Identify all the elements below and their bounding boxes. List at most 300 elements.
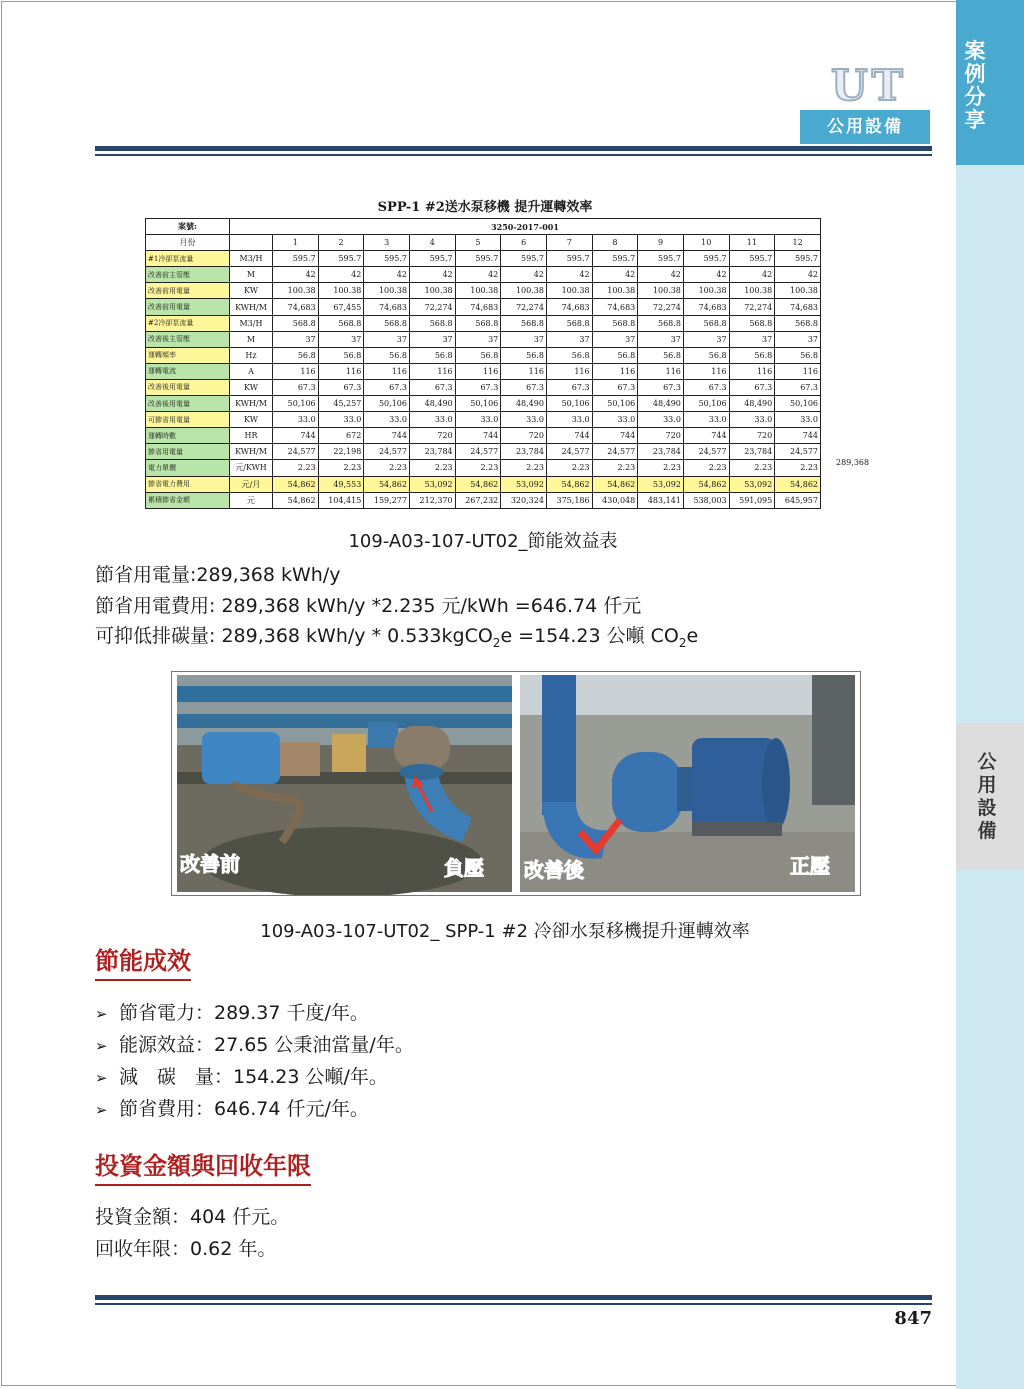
table-cell: 375,186	[546, 492, 592, 508]
table-cell: 37	[364, 331, 410, 347]
table-cell: 116	[592, 363, 638, 379]
table-cell: 67.3	[455, 379, 501, 395]
result-item-text: 能源效益：27.65 公秉油當量/年。	[119, 1034, 414, 1056]
table-cell: 56.8	[364, 347, 410, 363]
table-cell: 42	[683, 267, 729, 283]
saved-kwh-line: 節省用電量:289,368 kWh/y	[95, 564, 341, 586]
bullet-arrow-icon: ➢	[95, 1069, 108, 1087]
row-unit: KW	[230, 379, 273, 395]
month-header-cell: 1	[273, 235, 319, 251]
row-unit: HR	[230, 428, 273, 444]
row-label: 運轉電流	[146, 363, 230, 379]
table-cell: 159,277	[364, 492, 410, 508]
row-label: 節省電力費用	[146, 476, 230, 492]
table-cell: 568.8	[273, 315, 319, 331]
table-cell: 24,577	[546, 444, 592, 460]
row-unit: A	[230, 363, 273, 379]
table-cell: 568.8	[775, 315, 821, 331]
month-header-cell: 4	[409, 235, 455, 251]
table-cell: 33.0	[729, 412, 775, 428]
table-cell: 37	[409, 331, 455, 347]
table-cell: 48,490	[409, 396, 455, 412]
table-row	[146, 428, 821, 444]
table-cell: 50,106	[273, 396, 319, 412]
table-cell: 116	[546, 363, 592, 379]
table-cell: 50,106	[546, 396, 592, 412]
table-cell: 50,106	[364, 396, 410, 412]
table-cell: 595.7	[683, 251, 729, 267]
table-cell: 42	[501, 267, 547, 283]
table-cell: 116	[409, 363, 455, 379]
row-label: 改善前用電量	[146, 283, 230, 299]
carbon-reduction-line	[95, 623, 698, 656]
table-cell: 2.23	[729, 460, 775, 476]
bullet-arrow-icon: ➢	[95, 1101, 108, 1119]
table-cell: 2.23	[592, 460, 638, 476]
table-cell: 33.0	[501, 412, 547, 428]
row-unit: KWH/M	[230, 299, 273, 315]
row-unit: 元/KWH	[230, 460, 273, 476]
table-row	[146, 476, 821, 492]
table-cell: 56.8	[638, 347, 684, 363]
subscript-2: 2	[492, 635, 501, 650]
table-cell: 74,683	[546, 299, 592, 315]
table-cell: 2.23	[273, 460, 319, 476]
table-cell: 23,784	[501, 444, 547, 460]
table-cell: 67,455	[318, 299, 364, 315]
table-cell: 74,683	[592, 299, 638, 315]
table-cell: 645,957	[775, 492, 821, 508]
table-cell: 67.3	[638, 379, 684, 395]
table-cell: 56.8	[409, 347, 455, 363]
table-cell: 74,683	[273, 299, 319, 315]
table-cell: 67.3	[318, 379, 364, 395]
month-header-cell: 11	[729, 235, 775, 251]
header-rule	[95, 146, 932, 151]
table-cell: 595.7	[273, 251, 319, 267]
table-cell: 483,141	[638, 492, 684, 508]
payback-period: 回收年限：0.62 年。	[95, 1238, 277, 1260]
table-cell: 33.0	[775, 412, 821, 428]
footer-rule	[95, 1295, 932, 1300]
table-cell: 100.38	[409, 283, 455, 299]
table-cell: 48,490	[729, 396, 775, 412]
table-cell: 33.0	[318, 412, 364, 428]
table-cell: 2.23	[409, 460, 455, 476]
table-cell: 56.8	[775, 347, 821, 363]
footer-rule-thin	[95, 1303, 932, 1305]
table-cell: 74,683	[683, 299, 729, 315]
side-tab-utilities-label: 公用設備	[977, 751, 997, 842]
table-cell: 74,683	[455, 299, 501, 315]
table-cell: 37	[318, 331, 364, 347]
carbon-line-part3: e	[686, 625, 699, 647]
table-cell: 23,784	[729, 444, 775, 460]
row-label: 改善前主管壓	[146, 267, 230, 283]
table-cell: 72,274	[729, 299, 775, 315]
table-cell: 116	[455, 363, 501, 379]
row-label: 節省用電量	[146, 444, 230, 460]
table-cell: 42	[592, 267, 638, 283]
month-header-cell: 10	[683, 235, 729, 251]
table-cell: 54,862	[546, 476, 592, 492]
table-cell: 42	[318, 267, 364, 283]
month-label: 月份	[146, 235, 230, 251]
carbon-line-part1: 可抑低排碳量: 289,368 kWh/y * 0.533kgCO	[95, 625, 493, 647]
after-label: 改善後	[524, 858, 584, 882]
row-label: 累積節省金額	[146, 492, 230, 508]
row-unit: KWH/M	[230, 444, 273, 460]
table-cell: 100.38	[775, 283, 821, 299]
table-cell: 50,106	[775, 396, 821, 412]
table-cell: 33.0	[273, 412, 319, 428]
table-cell: 74,683	[775, 299, 821, 315]
investment-amount: 投資金額：404 仟元。	[95, 1206, 290, 1228]
table-cell: 430,048	[592, 492, 638, 508]
table-cell: 568.8	[546, 315, 592, 331]
table-cell: 104,415	[318, 492, 364, 508]
table-row	[146, 251, 821, 267]
annual-total: 289,368	[836, 458, 870, 467]
pump-photos	[172, 672, 860, 895]
table-cell: 568.8	[318, 315, 364, 331]
result-item-text: 節省電力：289.37 千度/年。	[119, 1002, 369, 1024]
row-unit: KW	[230, 412, 273, 428]
month-header-cell: 2	[318, 235, 364, 251]
table-cell: 22,198	[318, 444, 364, 460]
table-row	[146, 331, 821, 347]
table-cell: 568.8	[409, 315, 455, 331]
table-case-row	[146, 219, 821, 235]
table-cell: 54,862	[364, 476, 410, 492]
table-cell: 568.8	[592, 315, 638, 331]
table-cell: 33.0	[592, 412, 638, 428]
row-unit: M	[230, 331, 273, 347]
table-cell: 42	[638, 267, 684, 283]
table-cell: 24,577	[683, 444, 729, 460]
table-cell: 33.0	[455, 412, 501, 428]
table-cell: 42	[273, 267, 319, 283]
table-cell: 56.8	[729, 347, 775, 363]
table-cell: 2.23	[638, 460, 684, 476]
table-cell: 24,577	[273, 444, 319, 460]
table-cell: 42	[455, 267, 501, 283]
month-header-cell: 9	[638, 235, 684, 251]
page-number: 847	[894, 1308, 932, 1329]
row-unit: 元	[230, 492, 273, 508]
table-cell: 37	[546, 331, 592, 347]
table-row	[146, 460, 821, 476]
table-cell: 56.8	[273, 347, 319, 363]
table-cell: 56.8	[592, 347, 638, 363]
table-cell: 744	[455, 428, 501, 444]
table-cell: 67.3	[683, 379, 729, 395]
table-cell: 53,092	[638, 476, 684, 492]
table-cell: 37	[455, 331, 501, 347]
table-cell: 720	[638, 428, 684, 444]
table-cell: 54,862	[775, 476, 821, 492]
table-cell: 744	[592, 428, 638, 444]
table-caption: 109-A03-107-UT02_節能效益表	[348, 531, 618, 552]
table-cell: 672	[318, 428, 364, 444]
table-month-row	[146, 235, 821, 251]
row-unit: Hz	[230, 347, 273, 363]
table-cell: 2.23	[455, 460, 501, 476]
table-cell: 53,092	[409, 476, 455, 492]
table-cell: 72,274	[638, 299, 684, 315]
table-cell: 2.23	[318, 460, 364, 476]
table-cell: 42	[729, 267, 775, 283]
table-row	[146, 315, 821, 331]
table-cell: 595.7	[546, 251, 592, 267]
table-cell: 595.7	[729, 251, 775, 267]
table-row	[146, 267, 821, 283]
row-label: 電力單價	[146, 460, 230, 476]
row-unit: M3/H	[230, 315, 273, 331]
table-cell: 2.23	[683, 460, 729, 476]
month-header-cell: 6	[501, 235, 547, 251]
table-cell: 33.0	[409, 412, 455, 428]
row-unit: KW	[230, 283, 273, 299]
table-cell: 100.38	[364, 283, 410, 299]
table-cell: 50,106	[592, 396, 638, 412]
row-label: 運轉頻率	[146, 347, 230, 363]
table-row	[146, 396, 821, 412]
table-cell: 49,553	[318, 476, 364, 492]
table-cell: 116	[638, 363, 684, 379]
table-cell: 2.23	[546, 460, 592, 476]
table-cell: 53,092	[501, 476, 547, 492]
table-cell: 54,862	[273, 492, 319, 508]
table-cell: 595.7	[364, 251, 410, 267]
row-unit: M	[230, 267, 273, 283]
investment-heading: 投資金額與回收年限	[95, 1150, 311, 1186]
table-cell: 56.8	[501, 347, 547, 363]
table-cell: 267,232	[455, 492, 501, 508]
table-title: SPP-1 #2送水泵移機 提升運轉效率	[377, 200, 593, 215]
table-cell: 33.0	[683, 412, 729, 428]
photo-comparison	[171, 671, 861, 896]
table-cell: 48,490	[638, 396, 684, 412]
month-header-cell: 5	[455, 235, 501, 251]
row-label: 改善後用電量	[146, 396, 230, 412]
table-cell: 24,577	[775, 444, 821, 460]
side-tab-case-sharing	[956, 0, 1024, 165]
table-cell: 67.3	[775, 379, 821, 395]
result-item	[95, 1096, 369, 1123]
row-label: #2冷卻泵流量	[146, 315, 230, 331]
saved-cost-line: 節省用電費用: 289,368 kWh/y *2.235 元/kWh =646.74 仟元	[95, 595, 642, 617]
table-cell: 744	[273, 428, 319, 444]
table-cell: 100.38	[592, 283, 638, 299]
table-cell: 2.23	[364, 460, 410, 476]
ut-logo: UT	[831, 61, 907, 110]
table-cell: 568.8	[683, 315, 729, 331]
row-label: #1冷卻泵流量	[146, 251, 230, 267]
row-unit: KWH/M	[230, 396, 273, 412]
table-cell: 74,683	[364, 299, 410, 315]
table-cell: 568.8	[729, 315, 775, 331]
table-cell: 37	[638, 331, 684, 347]
table-cell: 116	[273, 363, 319, 379]
table-cell: 2.23	[501, 460, 547, 476]
table-row	[146, 379, 821, 395]
table-row	[146, 283, 821, 299]
table-cell: 100.38	[318, 283, 364, 299]
savings-table	[145, 218, 821, 509]
table-cell: 595.7	[318, 251, 364, 267]
table-cell: 37	[775, 331, 821, 347]
table-cell: 212,370	[409, 492, 455, 508]
table-cell: 538,003	[683, 492, 729, 508]
table-cell: 53,092	[729, 476, 775, 492]
table-cell: 54,862	[592, 476, 638, 492]
result-item-text: 減 碳 量：154.23 公噸/年。	[119, 1066, 388, 1088]
table-cell: 42	[364, 267, 410, 283]
table-cell: 54,862	[683, 476, 729, 492]
table-cell: 116	[775, 363, 821, 379]
table-cell: 72,274	[501, 299, 547, 315]
table-cell: 67.3	[273, 379, 319, 395]
table-cell: 24,577	[592, 444, 638, 460]
table-cell: 595.7	[409, 251, 455, 267]
table-cell: 54,862	[273, 476, 319, 492]
table-cell: 33.0	[638, 412, 684, 428]
table-cell: 116	[501, 363, 547, 379]
bullet-arrow-icon: ➢	[95, 1005, 108, 1023]
table-cell: 24,577	[455, 444, 501, 460]
table-row	[146, 299, 821, 315]
table-cell: 744	[364, 428, 410, 444]
table-cell: 56.8	[455, 347, 501, 363]
table-cell: 100.38	[729, 283, 775, 299]
row-label: 改善前用電量	[146, 299, 230, 315]
table-cell: 744	[546, 428, 592, 444]
table-cell: 591,095	[729, 492, 775, 508]
table-cell: 100.38	[273, 283, 319, 299]
table-cell: 42	[409, 267, 455, 283]
table-cell: 23,784	[409, 444, 455, 460]
result-item	[95, 1032, 414, 1059]
table-cell: 54,862	[455, 476, 501, 492]
before-label: 改善前	[180, 852, 240, 876]
table-cell: 24,577	[364, 444, 410, 460]
table-cell: 116	[683, 363, 729, 379]
month-header-cell: 8	[592, 235, 638, 251]
table-cell: 100.38	[455, 283, 501, 299]
table-cell: 116	[318, 363, 364, 379]
bullet-arrow-icon: ➢	[95, 1037, 108, 1055]
month-header-cell: 12	[775, 235, 821, 251]
side-tab-utilities	[956, 723, 1024, 870]
month-header-cell: 7	[546, 235, 592, 251]
table-cell: 720	[501, 428, 547, 444]
table-cell: 744	[683, 428, 729, 444]
table-cell: 37	[273, 331, 319, 347]
row-label: 運轉時數	[146, 428, 230, 444]
table-cell: 67.3	[592, 379, 638, 395]
subscript-2b: 2	[678, 635, 687, 650]
case-number: 3250-2017-001	[230, 219, 821, 235]
table-cell: 595.7	[592, 251, 638, 267]
row-label: 改善後用電量	[146, 379, 230, 395]
table-cell: 45,257	[318, 396, 364, 412]
table-cell: 744	[775, 428, 821, 444]
table-cell: 2.23	[775, 460, 821, 476]
table-cell: 595.7	[775, 251, 821, 267]
header-rule-thin	[95, 154, 932, 156]
result-item-text: 節省費用：646.74 仟元/年。	[119, 1098, 369, 1120]
table-cell: 56.8	[546, 347, 592, 363]
result-item	[95, 1000, 369, 1027]
case-label: 案號:	[146, 219, 230, 235]
table-cell: 67.3	[364, 379, 410, 395]
table-row	[146, 412, 821, 428]
positive-pressure-label: 正壓	[790, 854, 830, 878]
table-cell: 67.3	[409, 379, 455, 395]
table-cell: 50,106	[455, 396, 501, 412]
table-cell: 568.8	[455, 315, 501, 331]
table-cell: 100.38	[546, 283, 592, 299]
row-label: 可節省用電量	[146, 412, 230, 428]
table-cell: 100.38	[683, 283, 729, 299]
table-cell: 72,274	[409, 299, 455, 315]
table-cell: 48,490	[501, 396, 547, 412]
table-cell: 37	[683, 331, 729, 347]
table-cell: 37	[592, 331, 638, 347]
table-cell: 42	[546, 267, 592, 283]
table-cell: 568.8	[364, 315, 410, 331]
table-cell: 595.7	[455, 251, 501, 267]
table-cell: 33.0	[364, 412, 410, 428]
results-heading: 節能成效	[95, 945, 191, 981]
photo-caption: 109-A03-107-UT02_ SPP-1 #2 冷卻水泵移機提升運轉效率	[260, 921, 750, 942]
table-cell: 42	[775, 267, 821, 283]
table-row	[146, 363, 821, 379]
table-cell: 23,784	[638, 444, 684, 460]
side-tab-case-label: 案例分享	[964, 39, 986, 132]
row-unit: M3/H	[230, 251, 273, 267]
table-cell: 720	[409, 428, 455, 444]
table-cell: 720	[729, 428, 775, 444]
table-cell: 37	[729, 331, 775, 347]
negative-pressure-label: 負壓	[444, 856, 484, 880]
table-cell: 320,324	[501, 492, 547, 508]
table-cell: 100.38	[501, 283, 547, 299]
result-item	[95, 1064, 388, 1091]
table-cell: 116	[729, 363, 775, 379]
month-header-cell: 3	[364, 235, 410, 251]
row-label: 改善後主管壓	[146, 331, 230, 347]
table-row	[146, 492, 821, 508]
carbon-line-part2: e =154.23 公噸 CO	[500, 625, 679, 647]
table-cell: 100.38	[638, 283, 684, 299]
table-cell: 568.8	[501, 315, 547, 331]
row-unit: 元/月	[230, 476, 273, 492]
ut-logo-label: 公用設備	[800, 110, 930, 144]
table-row	[146, 444, 821, 460]
table-cell: 67.3	[729, 379, 775, 395]
table-cell: 595.7	[638, 251, 684, 267]
table-cell: 568.8	[638, 315, 684, 331]
table-cell: 595.7	[501, 251, 547, 267]
table-cell: 67.3	[501, 379, 547, 395]
side-tab-strip	[956, 0, 1024, 1389]
table-cell: 50,106	[683, 396, 729, 412]
table-cell: 56.8	[318, 347, 364, 363]
table-row	[146, 347, 821, 363]
table-cell: 33.0	[546, 412, 592, 428]
